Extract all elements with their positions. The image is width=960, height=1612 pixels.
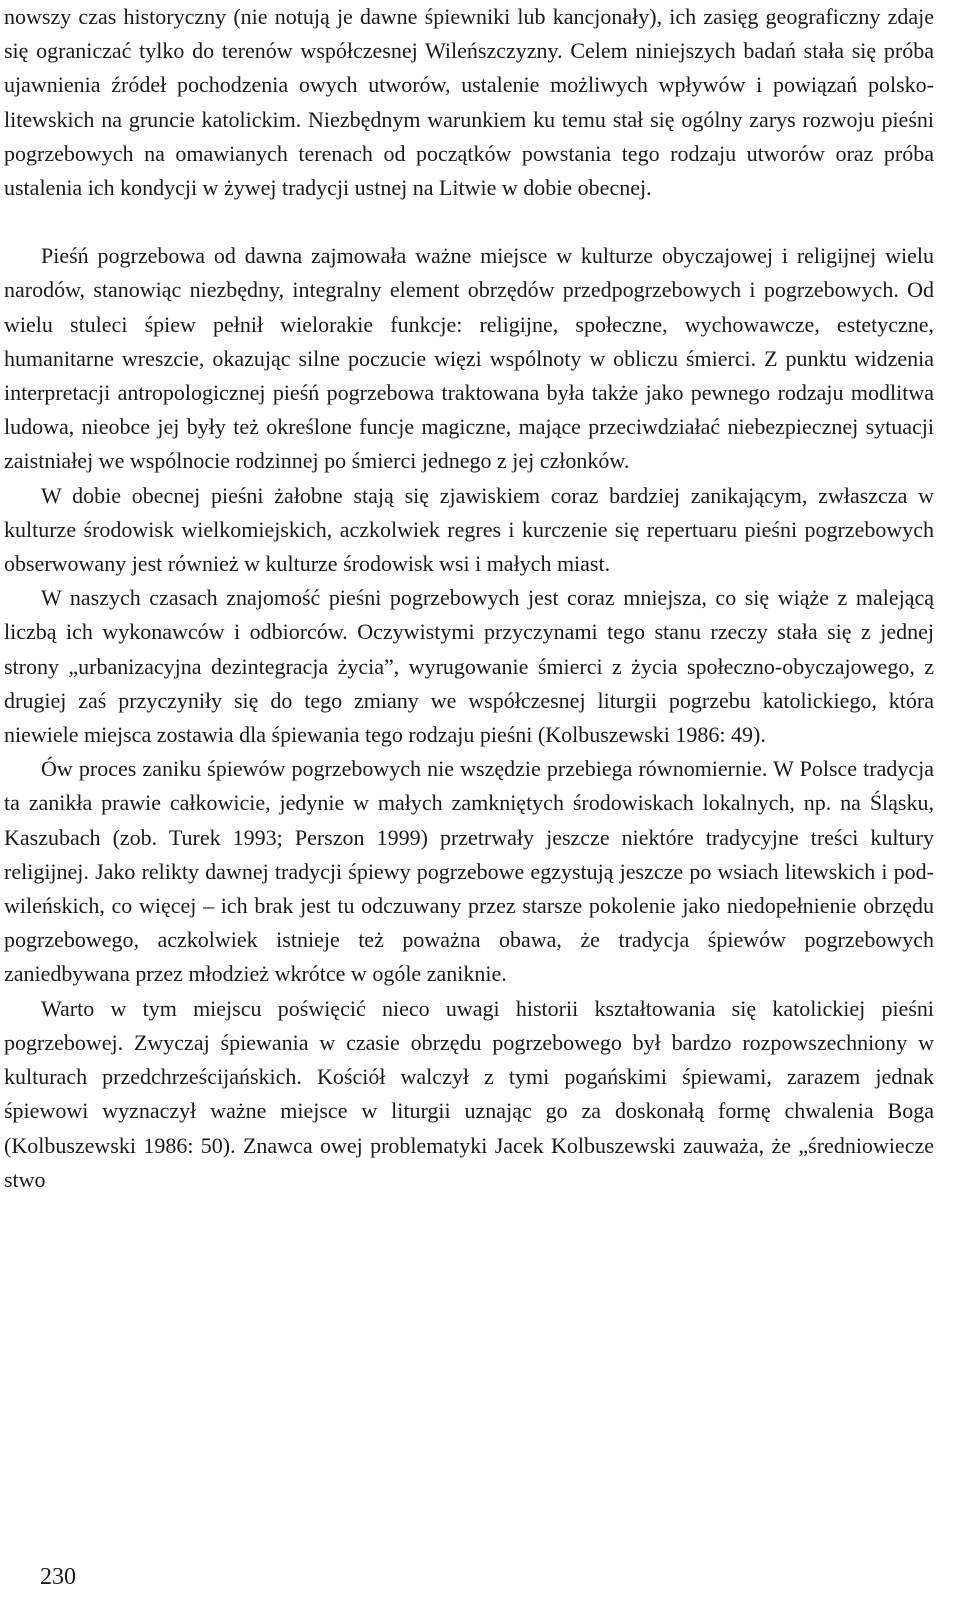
paragraph-continuation: nowszy czas historyczny (nie notują je dawne śpiewniki lub kancjonały), ich zasięg geograficzny zdaje się ograniczać tylko do terenów współczesnej Wileńszczyzny. Celem niniejszych badań stała się próba ujawnienia źródeł pochodzenia owych utworów, ustalenie możliwych wpływów i powiązań polsko-litewskich na gruncie katolickim. Niezbędnym warunkiem ku temu stał się ogólny zarys rozwoju pieśni pogrzebowych na omawianych terenach od początków powstania tego rodzaju utworów oraz próba ustalenia ich kondycji w żywej tradycji ustnej na Litwie w dobie obecnej. [4, 4, 934, 201]
paragraph: Pieśń pogrzebowa od dawna zajmowała ważne miejsce w kulturze obyczajowej i religijnej wielu narodów, stanowiąc niezbędny, integralny element obrzędów przedpogrzebowych i pogrzebowych. Od wielu stuleci śpiew pełnił wielorakie funkcje: religijne, społeczne, wychowawcze, estetyczne, humanitarne wreszcie, okazując silne poczucie więzi wspólnoty w obliczu śmierci. Z punktu widzenia interpretacji antropologicznej pieśń pogrzebowa traktowana była także jako pewnego rodzaju modlitwa ludowa, nieobce jej były też określone funcje magiczne, mające przeciwdziałać niebezpiecznej sytuacji zaistniałej we wspólnocie rodzinnej po śmierci jednego z jej członków. [4, 243, 934, 474]
paragraph: Warto w tym miejscu poświęcić nieco uwagi historii kształtowania się katolickiej pieśni pogrzebowej. Zwyczaj śpiewania w czasie obrzędu pogrzebowego był bardzo rozpowszechniony w kulturach przedchrześcijańskich. Kościół walczył z tymi pogańskimi śpiewami, zarazem jednak śpiewowi wyznaczył ważne miejsce w liturgii uznając go za doskonałą formę chwalenia Boga (Kolbuszewski 1986: 50). Znawca owej problematyki Jacek Kolbuszewski zauważa, że „średniowiecze stwo [4, 995, 934, 1192]
body-text [4, 0, 934, 1197]
paragraph: W naszych czasach znajomość pieśni pogrzebowych jest coraz mniejsza, co się wiąże z malejącą liczbą ich wykonawców i odbiorców. Oczywistymi przyczynami tego stanu rzeczy stała się z jednej strony „urbanizacyjna dezintegracja życia”, wyrugowanie śmierci z życia społeczno-obyczajowego, z drugiej zaś przyczyniły się do tego zmiany we współczesnej liturgii pogrzebu katolickiego, która niewiele miejsca zostawia dla śpiewania tego rodzaju pieśni (Kolbuszewski 1986: 49). [4, 585, 934, 748]
paragraph: W dobie obecnej pieśni żałobne stają się zjawiskiem coraz bardziej zanikającym, zwłaszcza w kulturze środowisk wielkomiejskich, aczkolwiek regres i kurczenie się repertuaru pieśni pogrzebowych obserwowany jest również w kulturze środowisk wsi i małych miast. [4, 482, 934, 577]
page-number: 230 [40, 1564, 76, 1590]
paragraph: Ów proces zaniku śpiewów pogrzebowych nie wszędzie przebiega równomiernie. W Polsce tradycja ta zanikła prawie całkowicie, jedynie w małych zamkniętych środowiskach lokalnych, np. na Śląsku, Kaszubach (zob. Turek 1993; Perszon 1999) przetrwały jeszcze niektóre tradycyjne treści kultury religijnej. Jako relikty dawnej tradycji śpiewy pogrzebowe egzystują jeszcze po wsiach litewskich i podwileńskich, co więcej – ich brak jest tu odczuwany przez starsze pokolenie jako niedopełnienie obrzędu pogrzebowego, aczkolwiek istnieje też poważna obawa, że tradycja śpiewów pogrzebowych zaniedbywana przez młodzież wkrótce w ogóle zaniknie. [4, 756, 934, 987]
